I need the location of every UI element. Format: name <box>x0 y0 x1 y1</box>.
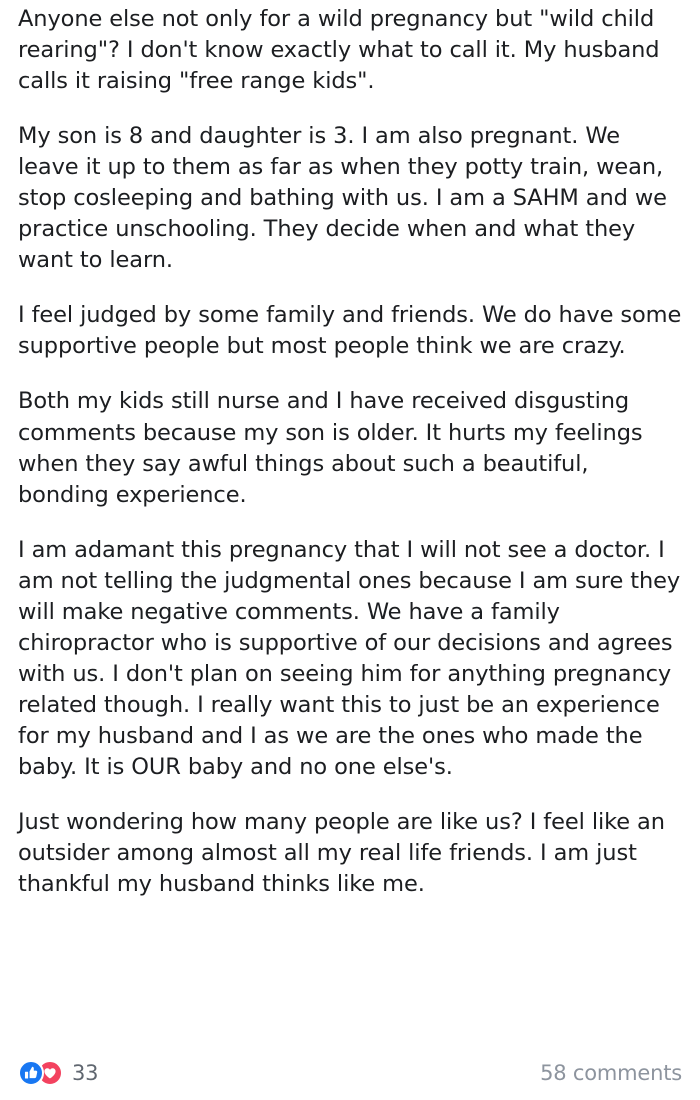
post-text-body <box>18 4 682 900</box>
post-paragraph: I am adamant this pregnancy that I will not see a doctor. I am not telling the judgmental ones because I am sure they will make negative comments. We have a family chiropractor who is supportive of our decisions and agrees with us. I don't plan on seeing him for anything pregnancy related though. I really want this to just be an experience for my husband and I as we are the ones who made the baby. It is OUR baby and no one else's. <box>18 536 681 780</box>
post-paragraph: Anyone else not only for a wild pregnancy but "wild child rearing"? I don't know exactly what to call it. My husband calls it raising "free range kids". <box>18 6 660 95</box>
comments-count[interactable]: 58 comments <box>540 1061 682 1085</box>
post-paragraph: Both my kids still nurse and I have received disgusting comments because my son is older. It hurts my feelings when they say awful things about such a beautiful, bonding experience. <box>18 388 643 508</box>
reactions-summary[interactable] <box>18 1060 98 1086</box>
post-footer <box>0 1060 700 1100</box>
thumbs-up-icon <box>18 1060 44 1086</box>
post-paragraph: Just wondering how many people are like us? I feel like an outsider among almost all my real life friends. I am just thankful my husband thinks like me. <box>18 809 665 898</box>
post-paragraph: My son is 8 and daughter is 3. I am also pregnant. We leave it up to them as far as when they potty train, wean, stop cosleeping and bathing with us. I am a SAHM and we practice unschooling. They decide when and what they want to learn. <box>18 123 667 274</box>
post-paragraph: I feel judged by some family and friends. We do have some supportive people but most people think we are crazy. <box>18 302 682 360</box>
reaction-count: 33 <box>72 1061 99 1085</box>
reaction-icon-group <box>18 1060 63 1086</box>
